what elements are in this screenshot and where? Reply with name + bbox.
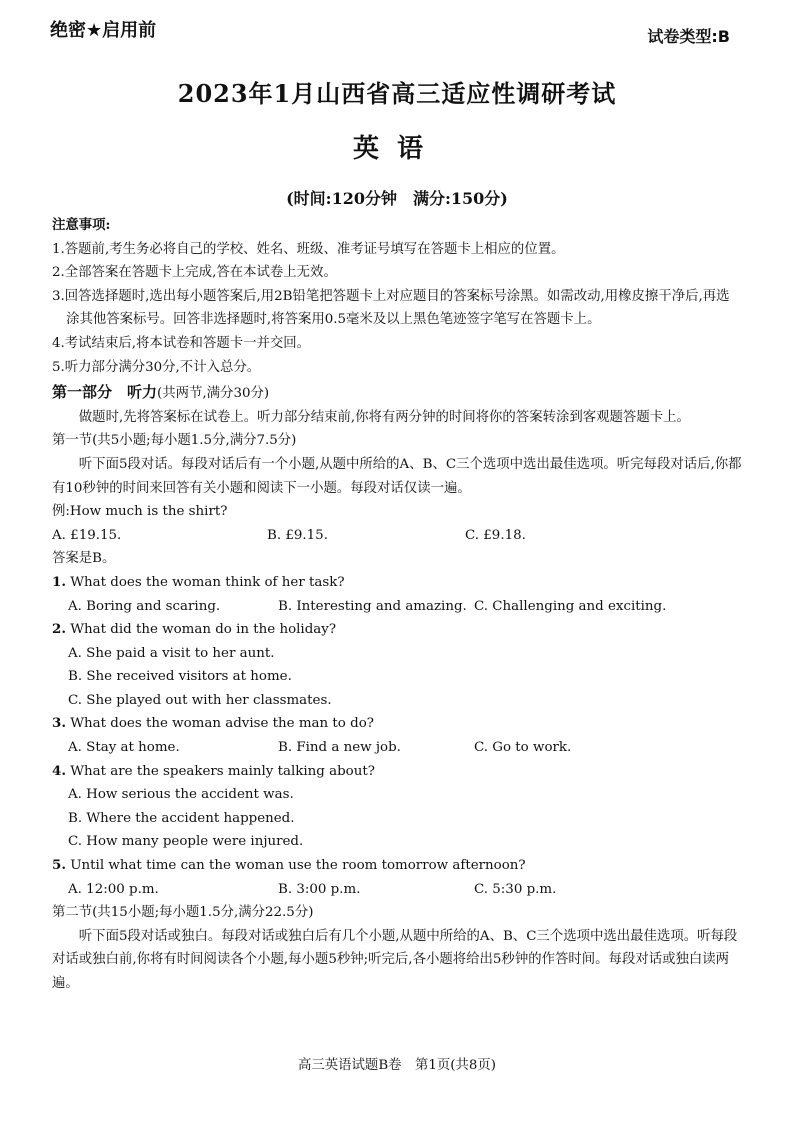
subject-title: 英语 xyxy=(352,134,441,164)
section1-title: 第一节(共5小题;每小题1.5分,满分7.5分) xyxy=(52,433,297,449)
section2-intro: 听下面5段对话或独白。每段对话或独白后有几个小题,从题中所给的A、B、C三个选项中选出最佳选项。听每段对话或独白前,你将有时间阅读各个小题,每小题5秒钟;听完后,各小题将给出5秒钟的作答时间。每段对话或独白读两遍。 xyxy=(52,928,738,991)
example-options xyxy=(52,524,742,548)
question-1: 1. What does the woman think of her task? xyxy=(52,573,345,590)
option: A. £19.15. xyxy=(52,527,122,543)
option: A. She paid a visit to her aunt. xyxy=(68,645,275,661)
part1-title: 第一部分 听力 xyxy=(52,383,158,402)
option: B. Find a new job. xyxy=(278,740,401,756)
notes-heading: 注意事项: xyxy=(52,217,111,233)
section1-intro: 听下面5段对话。每段对话后有一个小题,从题中所给的A、B、C三个选项中选出最佳选项。听完每段对话后,你都有10秒钟的时间来回答有关小题和阅读下一小题。每段对话仅读一遍。 xyxy=(52,456,742,496)
section2-title: 第二节(共15小题;每小题1.5分,满分22.5分) xyxy=(52,905,314,921)
option: A. Boring and scaring. xyxy=(68,598,221,614)
part1-title-sub: (共两节,满分30分) xyxy=(157,386,270,402)
option: C. Go to work. xyxy=(474,740,572,756)
option: A. How serious the accident was. xyxy=(68,787,294,803)
question-4: 4. What are the speakers mainly talking about? xyxy=(52,762,375,779)
exam-content xyxy=(52,214,742,996)
note-item: 1.答题前,考生务必将自己的学校、姓名、班级、准考证号填写在答题卡上相应的位置。 xyxy=(52,241,565,257)
note-item: 3.回答选择题时,选出每小题答案后,用2B铅笔把答题卡上对应题目的答案标号涂黑。如需改动,用橡皮擦干净后,再选涂其他答案标号。回答非选择题时,将答案用0.5毫米及以上黑色笔迹签字笔写在答题卡上。 xyxy=(52,288,730,328)
option: B. Interesting and amazing. xyxy=(278,598,467,614)
example-question: 例:How much is the shirt? xyxy=(52,504,228,520)
question-1-options xyxy=(52,595,742,619)
time-score-info: (时间:120分钟 满分:150分) xyxy=(286,189,508,208)
question-3: 3. What does the woman advise the man to do? xyxy=(52,715,374,732)
question-5-options xyxy=(52,878,742,902)
question-2: 2. What did the woman do in the holiday? xyxy=(52,621,337,638)
option: C. How many people were injured. xyxy=(68,834,304,850)
note-item: 2.全部答案在答题卡上完成,答在本试卷上无效。 xyxy=(52,265,337,281)
example-answer: 答案是B。 xyxy=(52,551,116,567)
option: A. Stay at home. xyxy=(68,740,180,756)
page-footer: 高三英语试题B卷 第1页(共8页) xyxy=(297,1058,496,1073)
option: C. 5:30 p.m. xyxy=(474,881,557,897)
part1-heading xyxy=(52,381,742,406)
option: B. £9.15. xyxy=(267,527,328,543)
option: C. £9.18. xyxy=(465,527,526,543)
option: B. She received visitors at home. xyxy=(68,669,292,685)
option: C. She played out with her classmates. xyxy=(68,692,332,708)
option: C. Challenging and exciting. xyxy=(474,598,667,614)
paper-type-label: 试卷类型:B xyxy=(647,27,730,46)
part1-intro: 做题时,先将答案标在试卷上。听力部分结束前,你将有两分钟的时间将你的答案转涂到客观题答题卡上。 xyxy=(78,409,690,425)
question-5: 5. Until what time can the woman use the room tomorrow afternoon? xyxy=(52,857,526,874)
note-item: 5.听力部分满分30分,不计入总分。 xyxy=(52,359,261,375)
option: B. Where the accident happened. xyxy=(68,810,295,826)
exam-title: 2023年1月山西省高三适应性调研考试 xyxy=(177,79,617,108)
confidential-label: 绝密★启用前 xyxy=(50,20,157,41)
option: B. 3:00 p.m. xyxy=(278,881,361,897)
question-3-options xyxy=(52,736,742,760)
option: A. 12:00 p.m. xyxy=(68,881,159,897)
note-item: 4.考试结束后,将本试卷和答题卡一并交回。 xyxy=(52,335,311,351)
